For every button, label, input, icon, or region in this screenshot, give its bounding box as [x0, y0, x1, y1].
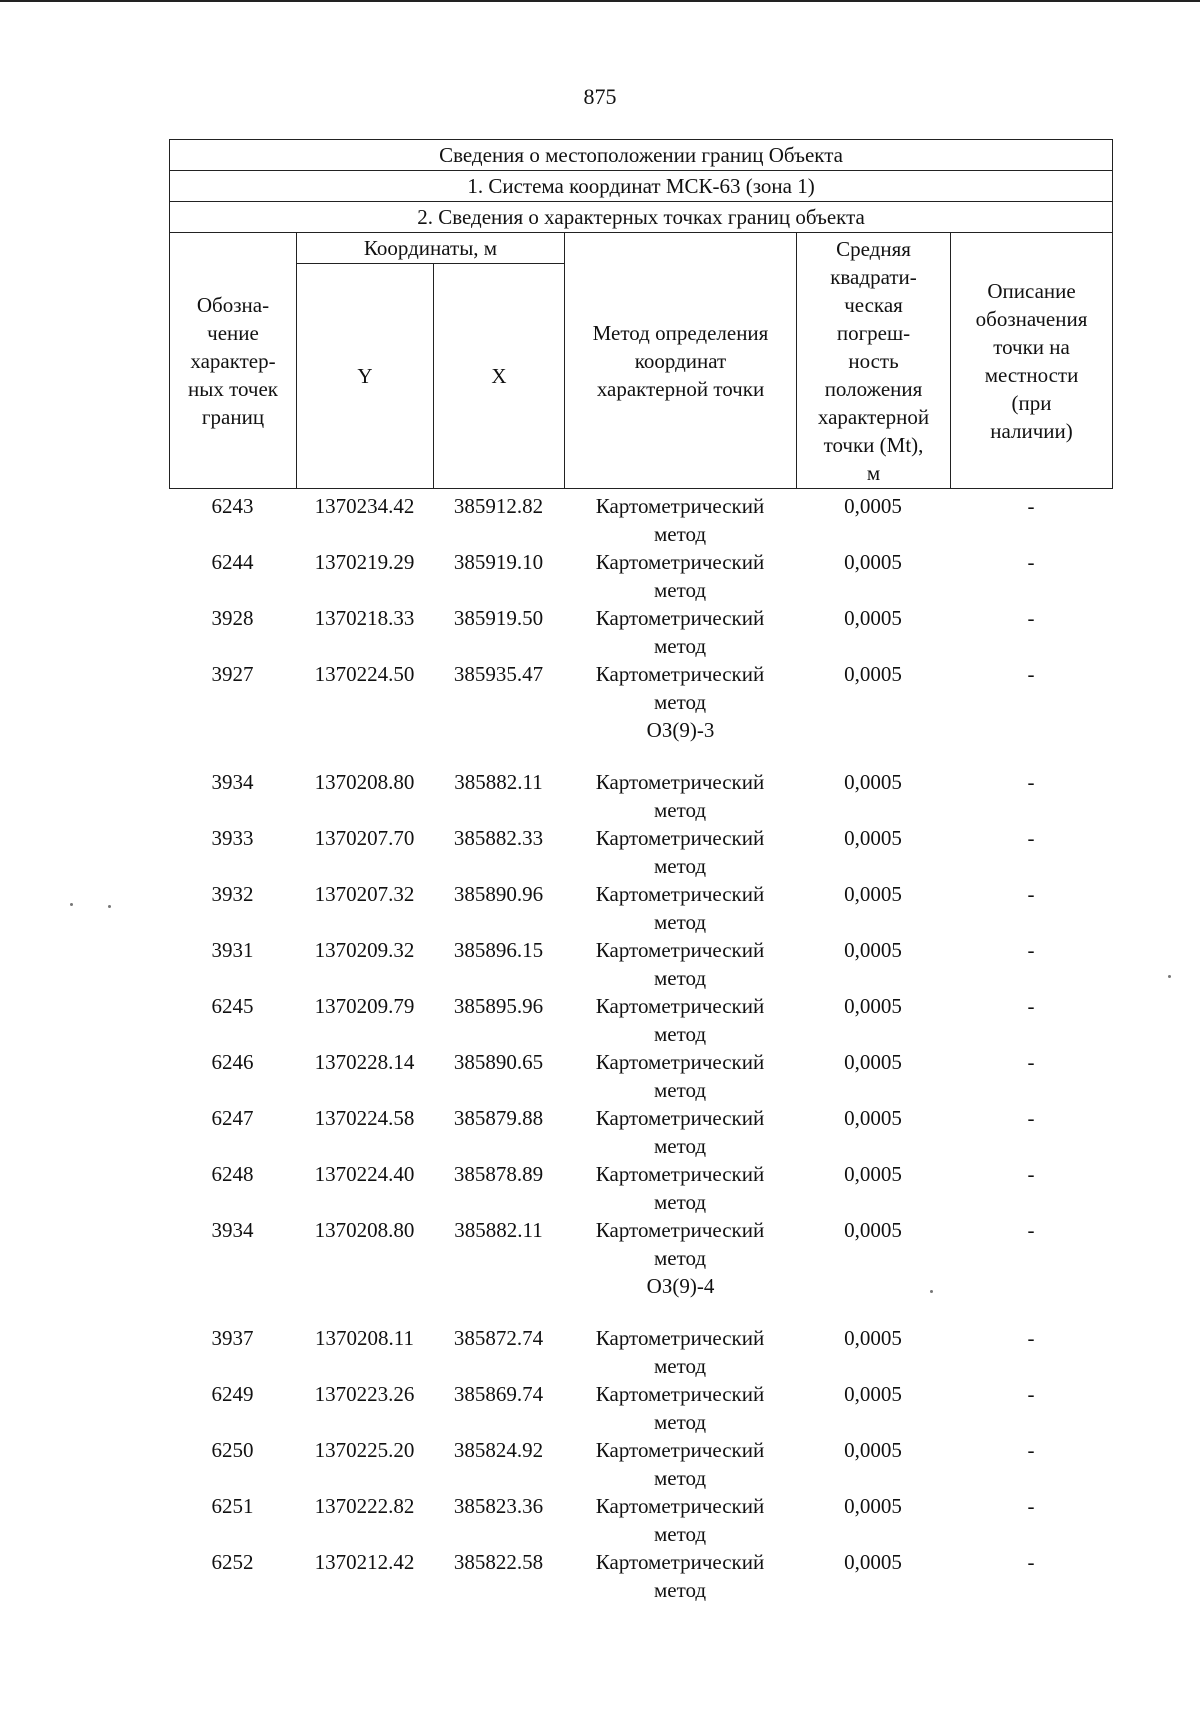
method-line-2: метод — [653, 910, 707, 934]
scan-speck — [930, 1290, 933, 1293]
point-id-cell: 3928 — [211, 606, 254, 630]
description-cell: - — [1027, 1438, 1035, 1462]
error-cell: 0,0005 — [844, 1494, 902, 1518]
method-cell — [564, 768, 796, 824]
point-id-cell: 6252 — [211, 1550, 254, 1574]
coord-x-cell: 385882.33 — [453, 826, 544, 850]
method-line-2: метод — [653, 1190, 707, 1214]
method-cell — [564, 992, 796, 1048]
method-line-2: метод — [653, 798, 707, 822]
error-cell: 0,0005 — [844, 1382, 902, 1406]
method-line-1: Картометрический — [595, 994, 765, 1018]
method-line-2: метод — [653, 1022, 707, 1046]
method-line-1: Картометрический — [595, 1382, 765, 1406]
col-desc-line: точки на — [993, 334, 1070, 359]
point-id-cell: 6251 — [211, 1494, 254, 1518]
point-id-cell: 6246 — [211, 1050, 254, 1074]
method-line-2: метод — [653, 1522, 707, 1546]
boundary-points-body — [169, 492, 1112, 1604]
coord-y-cell: 1370207.70 — [314, 826, 415, 850]
table-row — [169, 1548, 1112, 1604]
error-cell: 0,0005 — [844, 770, 902, 794]
col-desc-line: местности — [984, 362, 1079, 387]
method-line-2: метод — [653, 1354, 707, 1378]
coord-y-cell: 1370208.80 — [314, 1218, 415, 1242]
col-method-line: Метод определения — [592, 320, 769, 345]
error-cell: 0,0005 — [844, 1106, 902, 1130]
method-cell — [564, 936, 796, 992]
table-row — [169, 1160, 1112, 1216]
coord-y-cell: 1370224.58 — [314, 1106, 415, 1130]
method-line-2: метод — [653, 966, 707, 990]
table-row — [169, 1324, 1112, 1380]
section-title — [169, 716, 1112, 768]
table-row — [169, 1048, 1112, 1104]
table-row — [169, 1380, 1112, 1436]
coord-y-cell: 1370234.42 — [314, 494, 415, 518]
point-id-cell: 3932 — [211, 882, 254, 906]
coord-y-cell: 1370224.50 — [314, 662, 415, 686]
col-error-line: точки (Mt), — [823, 432, 924, 457]
method-line-1: Картометрический — [595, 662, 765, 686]
method-cell — [564, 1548, 796, 1604]
table-row — [169, 1436, 1112, 1492]
col-error-line: характерной — [817, 404, 930, 429]
error-cell: 0,0005 — [844, 494, 902, 518]
coord-y-cell: 1370209.32 — [314, 938, 415, 962]
table-row — [169, 548, 1112, 604]
table-row — [169, 1104, 1112, 1160]
point-id-cell: 3933 — [211, 826, 254, 850]
description-cell: - — [1027, 1550, 1035, 1574]
table-row — [169, 1216, 1112, 1272]
description-cell: - — [1027, 662, 1035, 686]
error-cell: 0,0005 — [844, 606, 902, 630]
coord-x-cell: 385822.58 — [453, 1550, 544, 1574]
coord-y-cell: 1370212.42 — [314, 1550, 415, 1574]
method-line-1: Картометрический — [595, 1218, 765, 1242]
error-cell: 0,0005 — [844, 550, 902, 574]
point-id-cell: 6245 — [211, 994, 254, 1018]
method-line-1: Картометрический — [595, 1050, 765, 1074]
point-id-cell: 6250 — [211, 1438, 254, 1462]
coord-x-cell: 385869.74 — [453, 1382, 544, 1406]
coord-x-cell: 385823.36 — [453, 1494, 544, 1518]
col-error-line: Средняя — [836, 236, 911, 261]
method-line-2: метод — [653, 854, 707, 878]
coord-x-cell: 385882.11 — [454, 1218, 543, 1242]
col-header-point-id — [170, 233, 297, 489]
method-line-1: Картометрический — [595, 1438, 765, 1462]
coord-x-cell: 385919.10 — [453, 550, 544, 574]
method-line-2: метод — [653, 1410, 707, 1434]
description-cell: - — [1027, 1494, 1035, 1518]
point-id-cell: 3931 — [211, 938, 254, 962]
method-cell — [564, 1324, 796, 1380]
error-cell: 0,0005 — [844, 1326, 902, 1350]
coord-x-cell: 385919.50 — [453, 606, 544, 630]
col-header-x: X — [434, 264, 565, 489]
method-line-2: метод — [653, 1246, 707, 1270]
col-header-method — [565, 233, 797, 489]
method-cell — [564, 1436, 796, 1492]
section-title-text: ОЗ(9)-4 — [646, 1274, 715, 1298]
point-id-cell: 6248 — [211, 1162, 254, 1186]
coord-x-cell: 385879.88 — [453, 1106, 544, 1130]
method-line-2: метод — [653, 1578, 707, 1602]
description-cell: - — [1027, 494, 1035, 518]
method-line-1: Картометрический — [595, 770, 765, 794]
error-cell: 0,0005 — [844, 826, 902, 850]
method-cell — [564, 492, 796, 548]
method-line-2: метод — [653, 634, 707, 658]
method-line-1: Картометрический — [595, 1106, 765, 1130]
method-cell — [564, 604, 796, 660]
table-row — [169, 936, 1112, 992]
point-id-cell: 3927 — [211, 662, 254, 686]
col-header-coordinates: Координаты, м — [297, 233, 565, 264]
error-cell: 0,0005 — [844, 994, 902, 1018]
method-cell — [564, 660, 796, 716]
table-row — [169, 880, 1112, 936]
error-cell: 0,0005 — [844, 1218, 902, 1242]
method-line-2: метод — [653, 1466, 707, 1490]
point-id-cell: 6247 — [211, 1106, 254, 1130]
col-id-line: ных точек — [187, 376, 279, 401]
point-id-cell: 3934 — [211, 1218, 254, 1242]
col-id-line: Обозна- — [196, 292, 270, 317]
point-id-cell: 6243 — [211, 494, 254, 518]
table-row — [169, 604, 1112, 660]
coord-y-cell: 1370222.82 — [314, 1494, 415, 1518]
boundary-header-table — [169, 139, 1113, 489]
point-id-cell: 6244 — [211, 550, 254, 574]
col-error-line: положения — [824, 376, 923, 401]
table-row — [169, 824, 1112, 880]
coord-x-cell: 385824.92 — [453, 1438, 544, 1462]
description-cell: - — [1027, 1106, 1035, 1130]
method-line-2: метод — [653, 522, 707, 546]
method-cell — [564, 1048, 796, 1104]
section-title — [169, 1272, 1112, 1324]
description-cell: - — [1027, 1326, 1035, 1350]
error-cell: 0,0005 — [844, 1050, 902, 1074]
coord-y-cell: 1370218.33 — [314, 606, 415, 630]
error-cell: 0,0005 — [844, 1550, 902, 1574]
error-cell: 0,0005 — [844, 1162, 902, 1186]
col-method-line: характерной точки — [596, 376, 765, 401]
method-line-2: метод — [653, 1134, 707, 1158]
description-cell: - — [1027, 1382, 1035, 1406]
method-line-1: Картометрический — [595, 606, 765, 630]
coord-x-cell: 385878.89 — [453, 1162, 544, 1186]
scan-speck — [1168, 975, 1171, 978]
coord-y-cell: 1370209.79 — [314, 994, 415, 1018]
method-line-1: Картометрический — [595, 1162, 765, 1186]
description-cell: - — [1027, 1050, 1035, 1074]
method-cell — [564, 880, 796, 936]
coord-x-cell: 385890.65 — [453, 1050, 544, 1074]
coord-y-cell: 1370224.40 — [314, 1162, 415, 1186]
points-heading: 2. Сведения о характерных точках границ объекта — [170, 202, 1113, 233]
col-error-line: погреш- — [836, 320, 911, 345]
coord-x-cell: 385872.74 — [453, 1326, 544, 1350]
description-cell: - — [1027, 938, 1035, 962]
col-desc-line: обозначения — [975, 306, 1088, 331]
description-cell: - — [1027, 1162, 1035, 1186]
col-desc-line: (при — [1011, 390, 1052, 415]
method-line-1: Картометрический — [595, 494, 765, 518]
table-row — [169, 768, 1112, 824]
coord-y-cell: 1370228.14 — [314, 1050, 415, 1074]
method-line-2: метод — [653, 578, 707, 602]
method-cell — [564, 824, 796, 880]
description-cell: - — [1027, 550, 1035, 574]
error-cell: 0,0005 — [844, 1438, 902, 1462]
scan-speck — [108, 905, 111, 908]
method-line-2: метод — [653, 1078, 707, 1102]
coord-y-cell: 1370208.80 — [314, 770, 415, 794]
description-cell: - — [1027, 1218, 1035, 1242]
error-cell: 0,0005 — [844, 938, 902, 962]
error-cell: 0,0005 — [844, 882, 902, 906]
coord-x-cell: 385890.96 — [453, 882, 544, 906]
method-line-1: Картометрический — [595, 882, 765, 906]
method-line-2: метод — [653, 690, 707, 714]
section-title-text: ОЗ(9)-3 — [646, 718, 715, 742]
method-line-1: Картометрический — [595, 938, 765, 962]
coordinate-system: 1. Система координат МСК-63 (зона 1) — [170, 171, 1113, 202]
description-cell: - — [1027, 770, 1035, 794]
point-id-cell: 3934 — [211, 770, 254, 794]
description-cell: - — [1027, 606, 1035, 630]
col-error-line: ческая — [844, 292, 903, 317]
coord-y-cell: 1370208.11 — [315, 1326, 414, 1350]
method-line-1: Картометрический — [595, 1494, 765, 1518]
description-cell: - — [1027, 994, 1035, 1018]
description-cell: - — [1027, 882, 1035, 906]
method-cell — [564, 1160, 796, 1216]
scan-speck — [70, 903, 73, 906]
col-id-line: границ — [201, 404, 265, 429]
method-cell — [564, 1492, 796, 1548]
table-row — [169, 992, 1112, 1048]
coord-x-cell: 385935.47 — [453, 662, 544, 686]
coord-x-cell: 385882.11 — [454, 770, 543, 794]
col-header-y: Y — [297, 264, 434, 489]
col-error-line: квадрати- — [830, 264, 917, 289]
table-row — [169, 1492, 1112, 1548]
col-error-line: м — [866, 460, 881, 485]
coord-y-cell: 1370219.29 — [314, 550, 415, 574]
method-line-1: Картометрический — [595, 1326, 765, 1350]
col-method-line: координат — [634, 348, 727, 373]
table-title: Сведения о местоположении границ Объекта — [170, 140, 1113, 171]
method-cell — [564, 548, 796, 604]
col-error-line: ность — [848, 348, 899, 373]
error-cell: 0,0005 — [844, 662, 902, 686]
col-id-line: чение — [207, 320, 259, 345]
method-line-1: Картометрический — [595, 826, 765, 850]
page-top-border — [0, 0, 1200, 2]
method-cell — [564, 1104, 796, 1160]
description-cell: - — [1027, 826, 1035, 850]
table-row — [169, 660, 1112, 716]
point-id-cell: 3937 — [211, 1326, 254, 1350]
col-header-error — [797, 233, 951, 489]
page-number: 875 — [583, 84, 617, 109]
coord-x-cell: 385896.15 — [453, 938, 544, 962]
col-header-description — [951, 233, 1113, 489]
method-line-1: Картометрический — [595, 550, 765, 574]
coord-y-cell: 1370225.20 — [314, 1438, 415, 1462]
col-desc-line: Описание — [987, 278, 1076, 303]
col-id-line: характер- — [190, 348, 276, 373]
method-line-1: Картометрический — [595, 1550, 765, 1574]
coord-x-cell: 385895.96 — [453, 994, 544, 1018]
coord-y-cell: 1370223.26 — [314, 1382, 415, 1406]
table-row — [169, 492, 1112, 548]
method-cell — [564, 1216, 796, 1272]
coord-x-cell: 385912.82 — [453, 494, 544, 518]
col-desc-line: наличии) — [990, 418, 1073, 443]
coord-y-cell: 1370207.32 — [314, 882, 415, 906]
point-id-cell: 6249 — [211, 1382, 254, 1406]
method-cell — [564, 1380, 796, 1436]
